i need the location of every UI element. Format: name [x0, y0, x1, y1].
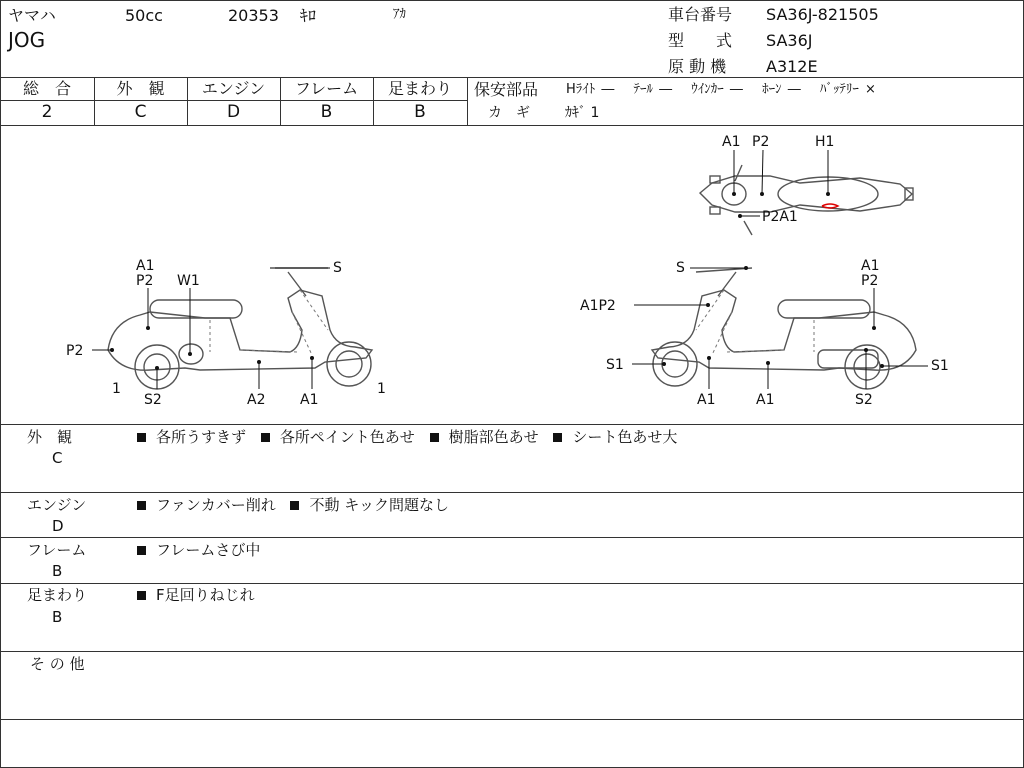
- comment-suspension-grade: B: [52, 608, 63, 626]
- maker: ヤマハ: [8, 6, 56, 25]
- label-p2-side: P2: [66, 343, 84, 359]
- suspension-grade-label: 足まわり: [387, 79, 452, 98]
- label-a1-bottom: A1: [300, 392, 319, 408]
- suspension-grade: B: [414, 102, 426, 122]
- comment-frame-items: フレームさび中: [137, 543, 260, 558]
- label-s2: S2: [855, 392, 873, 408]
- comment-engine-items: ファンカバー削れ 不動 キック問題なし: [137, 498, 449, 513]
- label-w1: W1: [177, 273, 200, 289]
- label-a1: A1: [861, 258, 880, 274]
- frame-grade-label: フレーム: [294, 79, 359, 98]
- label-s: S: [676, 260, 685, 276]
- engine-model: A312E: [766, 57, 818, 76]
- label-a1: A1: [136, 258, 155, 274]
- engine-model-label: 原 動 機: [668, 57, 727, 76]
- label-p2: P2: [861, 273, 879, 289]
- exterior-grade: C: [134, 102, 147, 122]
- type-value: SA36J: [766, 31, 813, 50]
- divider: [0, 537, 1024, 538]
- label-h1: H1: [815, 134, 835, 150]
- safety-items: Hﾗｲﾄ ― ﾃｰﾙ ― ｳｲﾝｶｰ ― ﾎｰﾝ ― ﾊﾞｯﾃﾘｰ ×: [566, 82, 876, 97]
- comment-engine-label: エンジン: [27, 496, 87, 514]
- label-a1-bottom-1: A1: [697, 392, 716, 408]
- frame-no: SA36J-821505: [766, 5, 879, 24]
- comment-exterior-grade: C: [52, 449, 63, 467]
- divider: [0, 651, 1024, 652]
- key-value: ｶｷﾞ 1: [565, 105, 600, 121]
- scooter-right-view: [580, 258, 949, 408]
- comment-frame-grade: B: [52, 562, 63, 580]
- label-p2a1: P2A1: [762, 209, 798, 225]
- scooter-top-view: [700, 134, 913, 235]
- mileage-unit: ｷﾛ: [300, 6, 317, 25]
- overall-grade: 2: [41, 102, 53, 122]
- color: ｱｶ: [393, 7, 406, 22]
- scooter-left-view: [66, 258, 386, 408]
- comment-exterior-items: 各所うすきず 各所ペイント色あせ 樹脂部色あせ シート色あせ大: [137, 430, 677, 445]
- safety-label: 保安部品: [474, 80, 539, 99]
- engine-grade: D: [226, 102, 241, 122]
- label-a1: A1: [722, 134, 741, 150]
- label-a1-bottom-2: A1: [756, 392, 775, 408]
- model-name: JOG: [8, 28, 46, 52]
- label-1-left: 1: [112, 381, 121, 397]
- key-label: カ ギ: [488, 105, 530, 121]
- label-s1-right: S1: [931, 358, 949, 374]
- label-p2: P2: [752, 134, 770, 150]
- label-s: S: [333, 260, 342, 276]
- frame-no-label: 車台番号: [668, 5, 733, 24]
- exterior-label: 外 観: [116, 79, 165, 98]
- label-p2: P2: [136, 273, 154, 289]
- comment-other-label: そ の 他: [30, 655, 85, 673]
- comment-suspension-items: F足回りねじれ: [137, 588, 255, 603]
- comment-frame-label: フレーム: [27, 541, 87, 559]
- displacement: 50cc: [125, 6, 163, 25]
- engine-grade-label: エンジン: [201, 79, 266, 98]
- comment-exterior-label: 外 観: [27, 428, 73, 446]
- frame-grade: B: [320, 102, 333, 122]
- label-s2: S2: [144, 392, 162, 408]
- label-a1p2: A1P2: [580, 298, 616, 314]
- divider: [0, 424, 1024, 425]
- label-s1-left: S1: [606, 357, 624, 373]
- divider: [0, 719, 1024, 720]
- mileage: 20353: [228, 6, 279, 25]
- divider: [0, 583, 1024, 584]
- label-1-right: 1: [377, 381, 386, 397]
- label-a2: A2: [247, 392, 266, 408]
- type-label: 型 式: [668, 31, 733, 50]
- divider: [0, 492, 1024, 493]
- overall-label: 総 合: [22, 79, 71, 98]
- comment-engine-grade: D: [52, 517, 64, 535]
- comment-suspension-label: 足まわり: [27, 586, 88, 604]
